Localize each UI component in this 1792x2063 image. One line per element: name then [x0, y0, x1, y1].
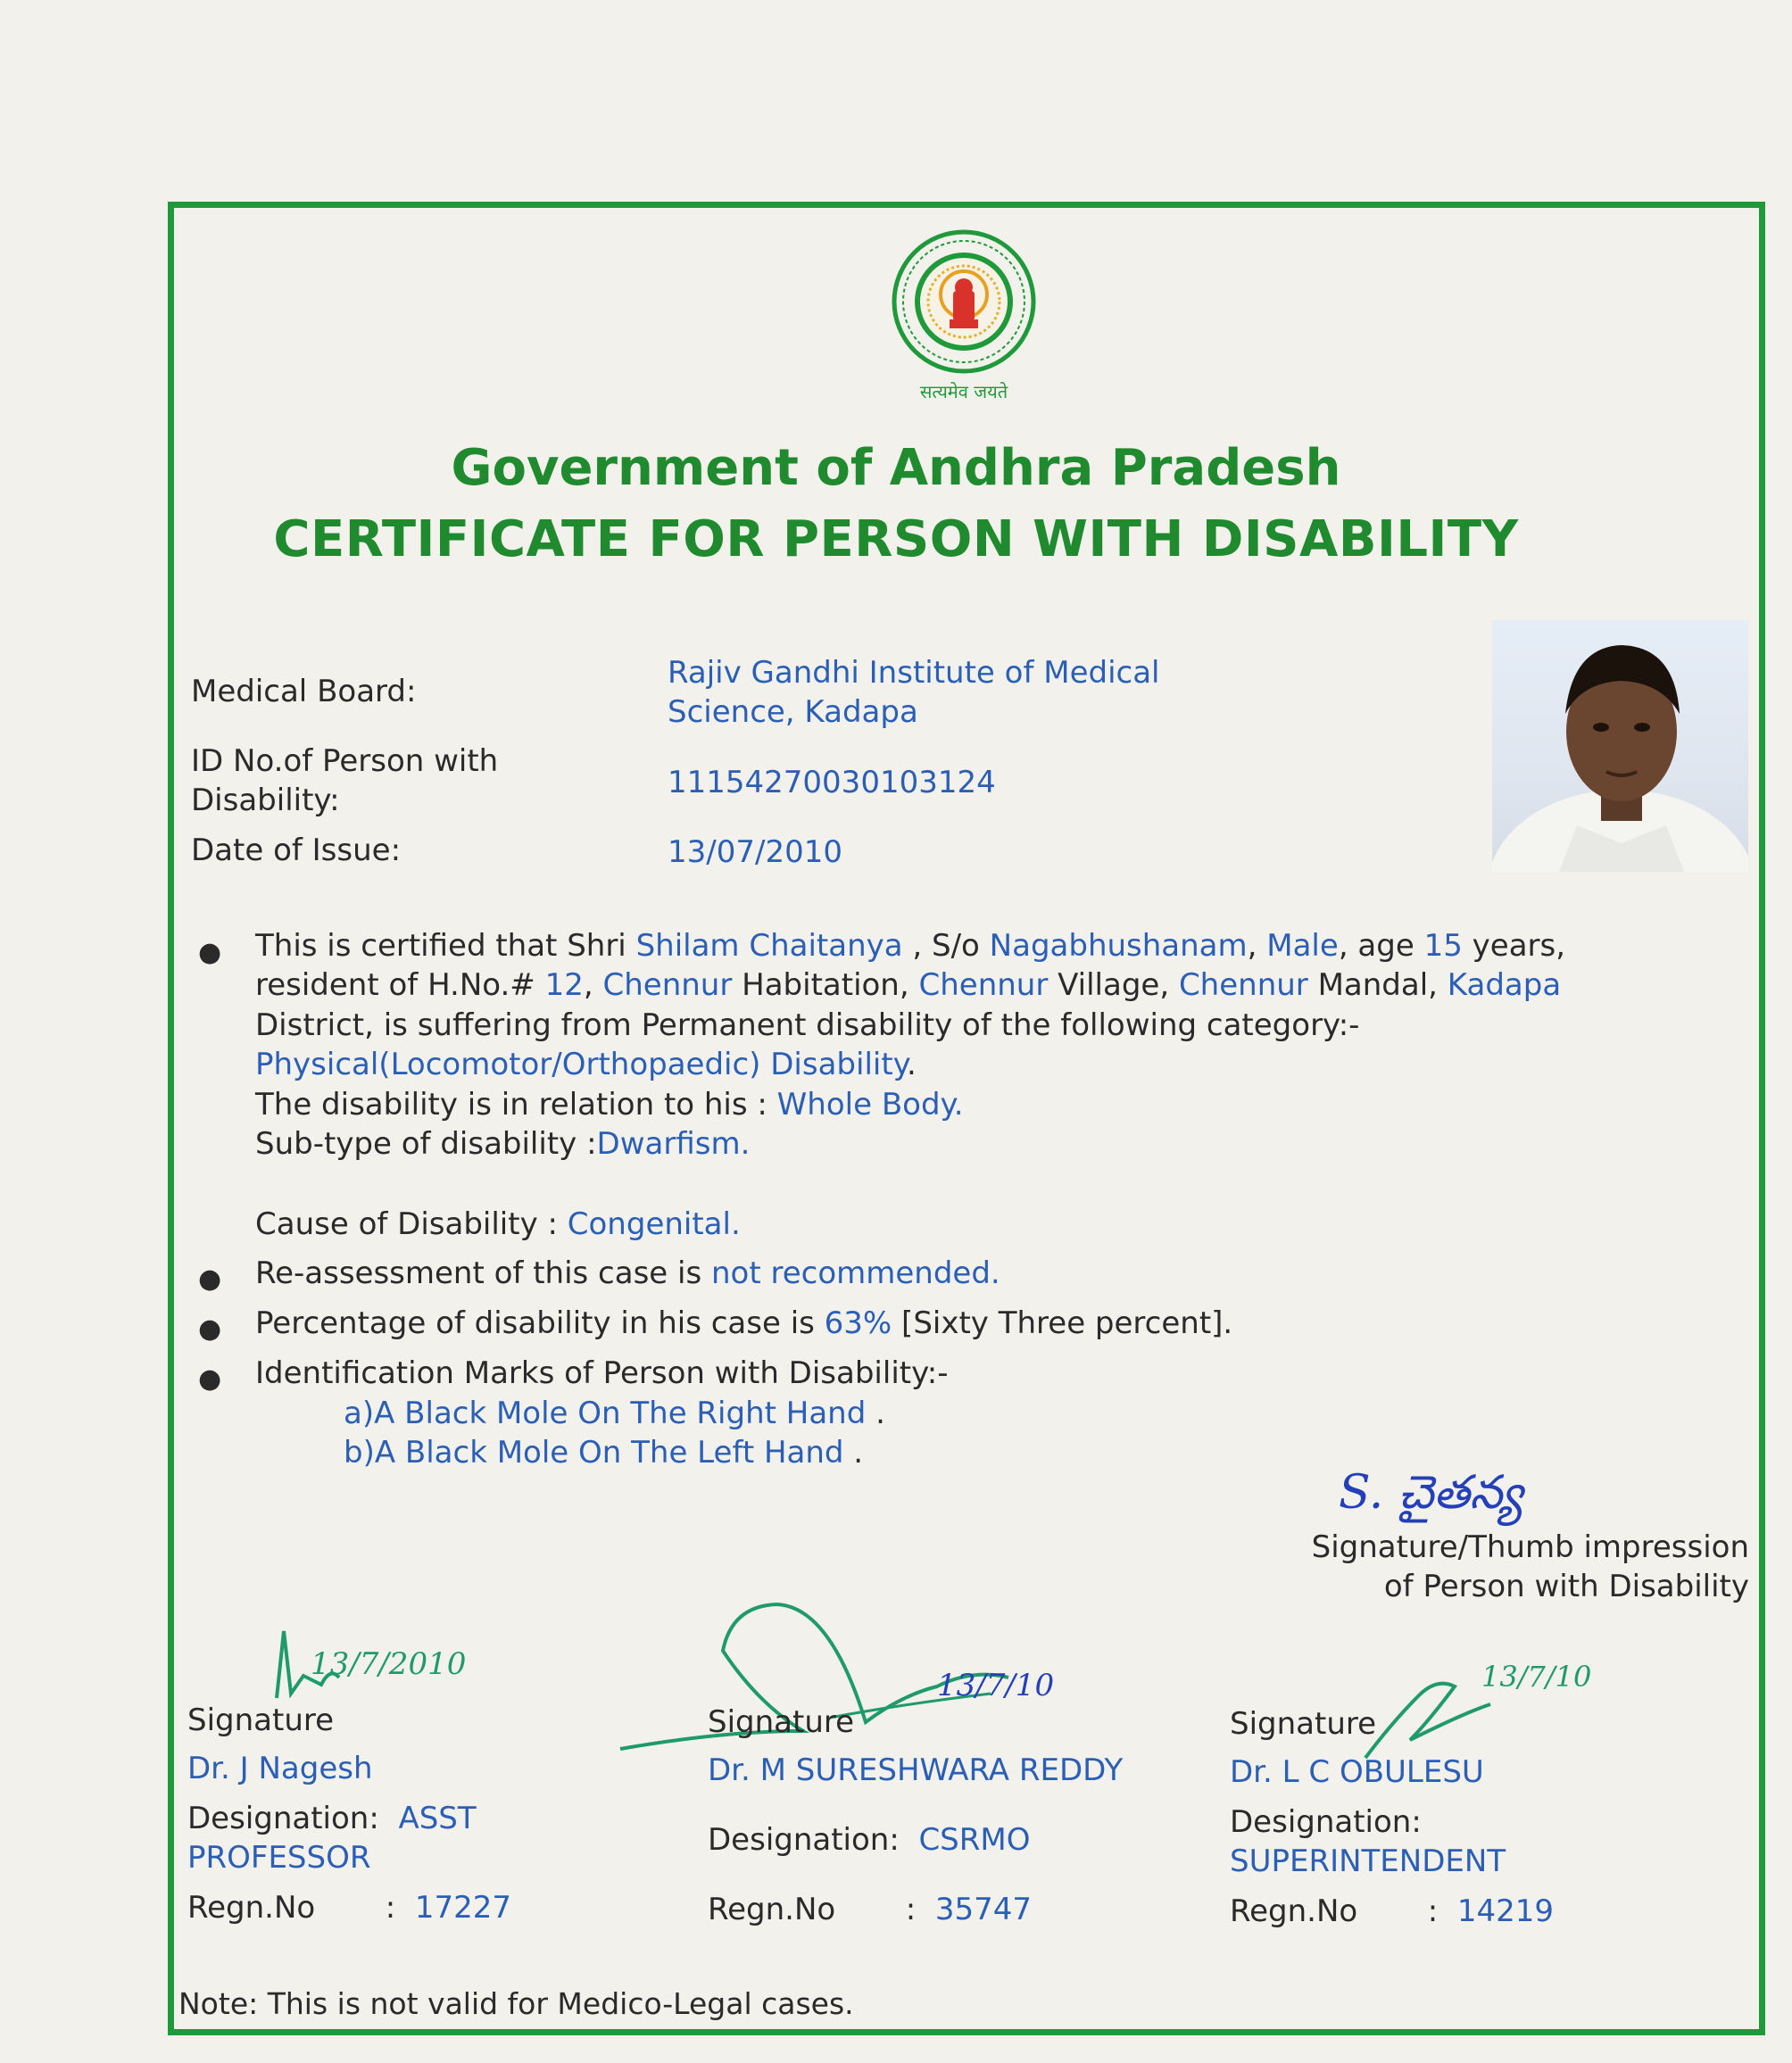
disability-subtype: Sub-type of disability :Dwarfism. [255, 1126, 751, 1162]
signatory-2: Signature Dr. M SURESHWARA REDDY Designation: CSRMO Regn.No : 35747 [708, 1704, 1124, 1927]
district: Kadapa [1447, 967, 1562, 1003]
svg-text:S. చైతన్య: S. చైతన్య [1339, 1466, 1523, 1520]
id-value: 11154270030103124 [668, 765, 996, 800]
validity-note: Note: This is not valid for Medico-Legal cases. [178, 1986, 854, 2021]
signature-label-3: Signature [1230, 1706, 1377, 1742]
designation-1: ASST [398, 1801, 477, 1836]
identification-label: Identification Marks of Person with Disability:- [255, 1355, 949, 1391]
person-signature-caption-2: of Person with Disability [1383, 1569, 1749, 1604]
percentage: Percentage of disability in his case is 63% [Sixty Three percent]. [255, 1305, 1233, 1341]
disability-relation: The disability is in relation to his : Whole Body. [255, 1087, 964, 1123]
signature-1 [268, 1613, 500, 1711]
reassessment: Re-assessment of this case is not recommended. [255, 1255, 1000, 1291]
signatory-3: Signature Dr. L C OBULESU Designation: SUPERINTENDENT Regn.No : 14219 [1230, 1706, 1554, 1929]
house-no: 12 [544, 967, 584, 1003]
age: 15 [1423, 928, 1463, 964]
regn-no-3: 14219 [1456, 1893, 1554, 1929]
date-label: Date of Issue: [191, 833, 402, 868]
medical-board-label: Medical Board: [191, 674, 417, 709]
village: Chennur [918, 967, 1049, 1003]
bullet-3: ● [198, 1313, 222, 1345]
father-name: Nagabhushanam [989, 928, 1248, 964]
medical-board-line2: Science, Kadapa [668, 694, 918, 730]
signatory-name-1: Dr. J Nagesh [187, 1751, 373, 1786]
signatory-name-2: Dr. M SURESHWARA REDDY [708, 1752, 1124, 1788]
identification-mark-a: a)A Black Mole On The Right Hand . [344, 1396, 885, 1431]
mandal: Chennur [1178, 967, 1308, 1003]
person-signature-caption-1: Signature/Thumb impression [1311, 1529, 1749, 1565]
certification-line2: resident of H.No.# 12, Chennur Habitation, Chennur Village, Chennur Mandal, Kadapa [255, 967, 1562, 1003]
date-value: 13/07/2010 [668, 834, 842, 870]
seal-motto: सत्यमेव जयते [919, 381, 1008, 402]
designation-3: SUPERINTENDENT [1230, 1843, 1506, 1879]
svg-text:13/7/2010: 13/7/2010 [311, 1646, 467, 1682]
person-name: Shilam Chaitanya [635, 928, 903, 964]
signatory-name-3: Dr. L C OBULESU [1230, 1754, 1484, 1790]
certification-line3: District, is suffering from Permanent disability of the following category:- [255, 1007, 1360, 1043]
signature-label-2: Signature [708, 1704, 855, 1740]
disability-category: Physical(Locomotor/Orthopaedic) Disability. [255, 1047, 917, 1082]
medical-board-line1: Rajiv Gandhi Institute of Medical [668, 655, 1160, 691]
regn-no-1: 17227 [414, 1890, 511, 1926]
bullet-4: ● [198, 1363, 222, 1395]
designation-1-line2: PROFESSOR [187, 1840, 371, 1876]
designation-label-3: Designation: [1230, 1804, 1422, 1840]
habitation: Chennur [602, 967, 733, 1003]
svg-text:13/7/10: 13/7/10 [1481, 1660, 1592, 1694]
signatory-1: Signature Dr. J Nagesh Designation: ASST PROFESSOR Regn.No : 17227 [187, 1703, 511, 1926]
gender: Male [1266, 928, 1339, 964]
id-label-line2: Disability: [191, 783, 340, 818]
certificate-title: CERTIFICATE FOR PERSON WITH DISABILITY [273, 510, 1519, 568]
person-photo-icon [1492, 620, 1748, 872]
designation-2: CSRMO [918, 1822, 1031, 1858]
svg-text:13/7/10: 13/7/10 [937, 1668, 1055, 1703]
person-photo [1492, 620, 1748, 872]
certification-line1: This is certified that Shri Shilam Chaitanya , S/o Nagabhushanam, Male, age 15 years, [255, 928, 1566, 964]
disability-cause: Cause of Disability : Congenital. [255, 1206, 741, 1242]
person-signature [1330, 1454, 1553, 1526]
identification-mark-b: b)A Black Mole On The Left Hand . [344, 1435, 864, 1471]
signature-label-1: Signature [187, 1703, 335, 1738]
bullet-2: ● [198, 1263, 222, 1295]
id-label-line1: ID No.of Person with [191, 743, 499, 779]
bullet-1: ● [198, 937, 222, 968]
regn-no-2: 35747 [934, 1892, 1032, 1927]
state-emblem-seal-icon [875, 223, 1053, 410]
government-title: Government of Andhra Pradesh [451, 439, 1341, 497]
